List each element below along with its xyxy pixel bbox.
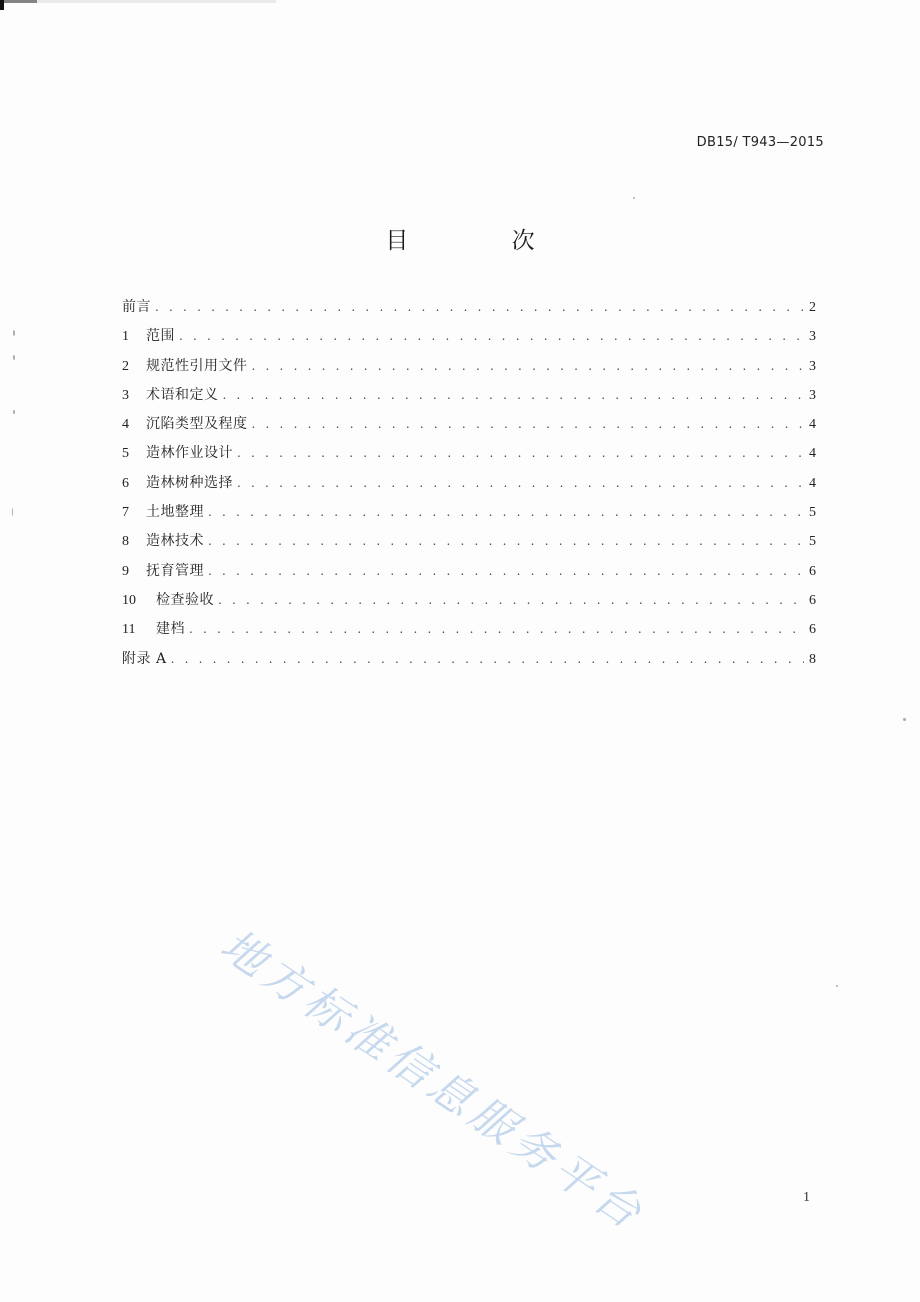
toc-entry-6[interactable] bbox=[122, 472, 816, 501]
toc-entry-page: 4 bbox=[809, 446, 816, 462]
toc-entry-number: 5 bbox=[122, 446, 129, 462]
toc-entry-number: 7 bbox=[122, 505, 129, 521]
toc-entry-label: 规范性引用文件 bbox=[146, 357, 248, 374]
toc-leader-dots bbox=[237, 476, 804, 490]
toc-entry-number: 8 bbox=[122, 534, 129, 550]
table-of-contents bbox=[122, 296, 816, 677]
toc-entry-page: 3 bbox=[809, 329, 816, 345]
toc-leader-dots bbox=[208, 534, 804, 548]
toc-entry-label: 术语和定义 bbox=[146, 386, 219, 403]
toc-entry-number: 10 bbox=[122, 592, 136, 608]
toc-leader-dots bbox=[223, 388, 805, 402]
toc-entry-4[interactable] bbox=[122, 413, 816, 442]
toc-entry-label: 附录 A bbox=[122, 650, 167, 667]
toc-entry-page: 5 bbox=[809, 534, 816, 550]
toc-entry-number: 4 bbox=[122, 417, 129, 433]
toc-leader-dots bbox=[155, 300, 804, 314]
toc-entry-preface[interactable] bbox=[122, 296, 816, 325]
toc-entry-page: 6 bbox=[809, 622, 816, 638]
toc-entry-number: 1 bbox=[122, 329, 129, 345]
toc-entry-7[interactable] bbox=[122, 501, 816, 530]
toc-entry-3[interactable] bbox=[122, 384, 816, 413]
toc-entry-11[interactable] bbox=[122, 618, 816, 647]
toc-entry-label: 造林作业设计 bbox=[146, 445, 233, 462]
standard-code: DB15/ T943—2015 bbox=[696, 135, 824, 150]
toc-leader-dots bbox=[171, 652, 804, 666]
toc-entry-8[interactable] bbox=[122, 530, 816, 559]
scan-edge-mark bbox=[0, 0, 4, 10]
toc-entry-number: 3 bbox=[122, 387, 129, 403]
toc-title: 目 次 bbox=[385, 228, 583, 254]
toc-entry-label: 建档 bbox=[156, 621, 185, 638]
toc-entry-number: 6 bbox=[122, 475, 129, 491]
toc-entry-appendix-a[interactable] bbox=[122, 648, 816, 677]
toc-entry-page: 2 bbox=[809, 300, 816, 315]
toc-entry-label: 土地整理 bbox=[146, 504, 204, 521]
toc-leader-dots bbox=[252, 359, 805, 373]
toc-entry-number: 9 bbox=[122, 563, 129, 579]
toc-entry-label: 前言 bbox=[122, 299, 151, 315]
toc-leader-dots bbox=[189, 622, 804, 636]
scan-edge-top bbox=[0, 0, 920, 3]
toc-leader-dots bbox=[208, 564, 804, 578]
toc-leader-dots bbox=[208, 505, 804, 519]
toc-leader-dots bbox=[179, 329, 804, 343]
toc-entry-page: 6 bbox=[809, 592, 816, 608]
scan-speck bbox=[12, 508, 13, 516]
toc-entry-2[interactable] bbox=[122, 355, 816, 384]
toc-entry-label: 造林树种选择 bbox=[146, 474, 233, 491]
scan-speck bbox=[836, 985, 838, 987]
scan-speck bbox=[633, 197, 635, 199]
toc-entry-page: 3 bbox=[809, 358, 816, 374]
toc-entry-page: 4 bbox=[809, 475, 816, 491]
toc-entry-number: 11 bbox=[122, 622, 136, 638]
toc-leader-dots bbox=[237, 446, 804, 460]
scan-speck bbox=[13, 355, 15, 360]
toc-leader-dots bbox=[252, 417, 805, 431]
toc-entry-label: 造林技术 bbox=[146, 533, 204, 550]
toc-entry-label: 抚育管理 bbox=[146, 562, 204, 579]
scan-speck bbox=[903, 718, 906, 721]
toc-entry-1[interactable] bbox=[122, 325, 816, 354]
toc-entry-10[interactable] bbox=[122, 589, 816, 618]
toc-entry-9[interactable] bbox=[122, 560, 816, 589]
toc-entry-number: 2 bbox=[122, 358, 129, 374]
scan-speck bbox=[13, 410, 15, 414]
toc-entry-label: 沉陷类型及程度 bbox=[146, 416, 248, 433]
watermark: 地方标准信息服务平台 bbox=[211, 919, 655, 1242]
toc-entry-5[interactable] bbox=[122, 442, 816, 471]
toc-entry-page: 6 bbox=[809, 563, 816, 579]
toc-entry-page: 3 bbox=[809, 387, 816, 403]
scan-speck bbox=[13, 330, 15, 336]
toc-entry-page: 5 bbox=[809, 505, 816, 521]
page-number: 1 bbox=[803, 1190, 810, 1205]
toc-entry-label: 检查验收 bbox=[156, 591, 214, 608]
toc-entry-label: 范围 bbox=[146, 328, 175, 345]
toc-entry-page: 8 bbox=[809, 651, 816, 667]
toc-leader-dots bbox=[218, 593, 804, 607]
toc-entry-page: 4 bbox=[809, 417, 816, 433]
